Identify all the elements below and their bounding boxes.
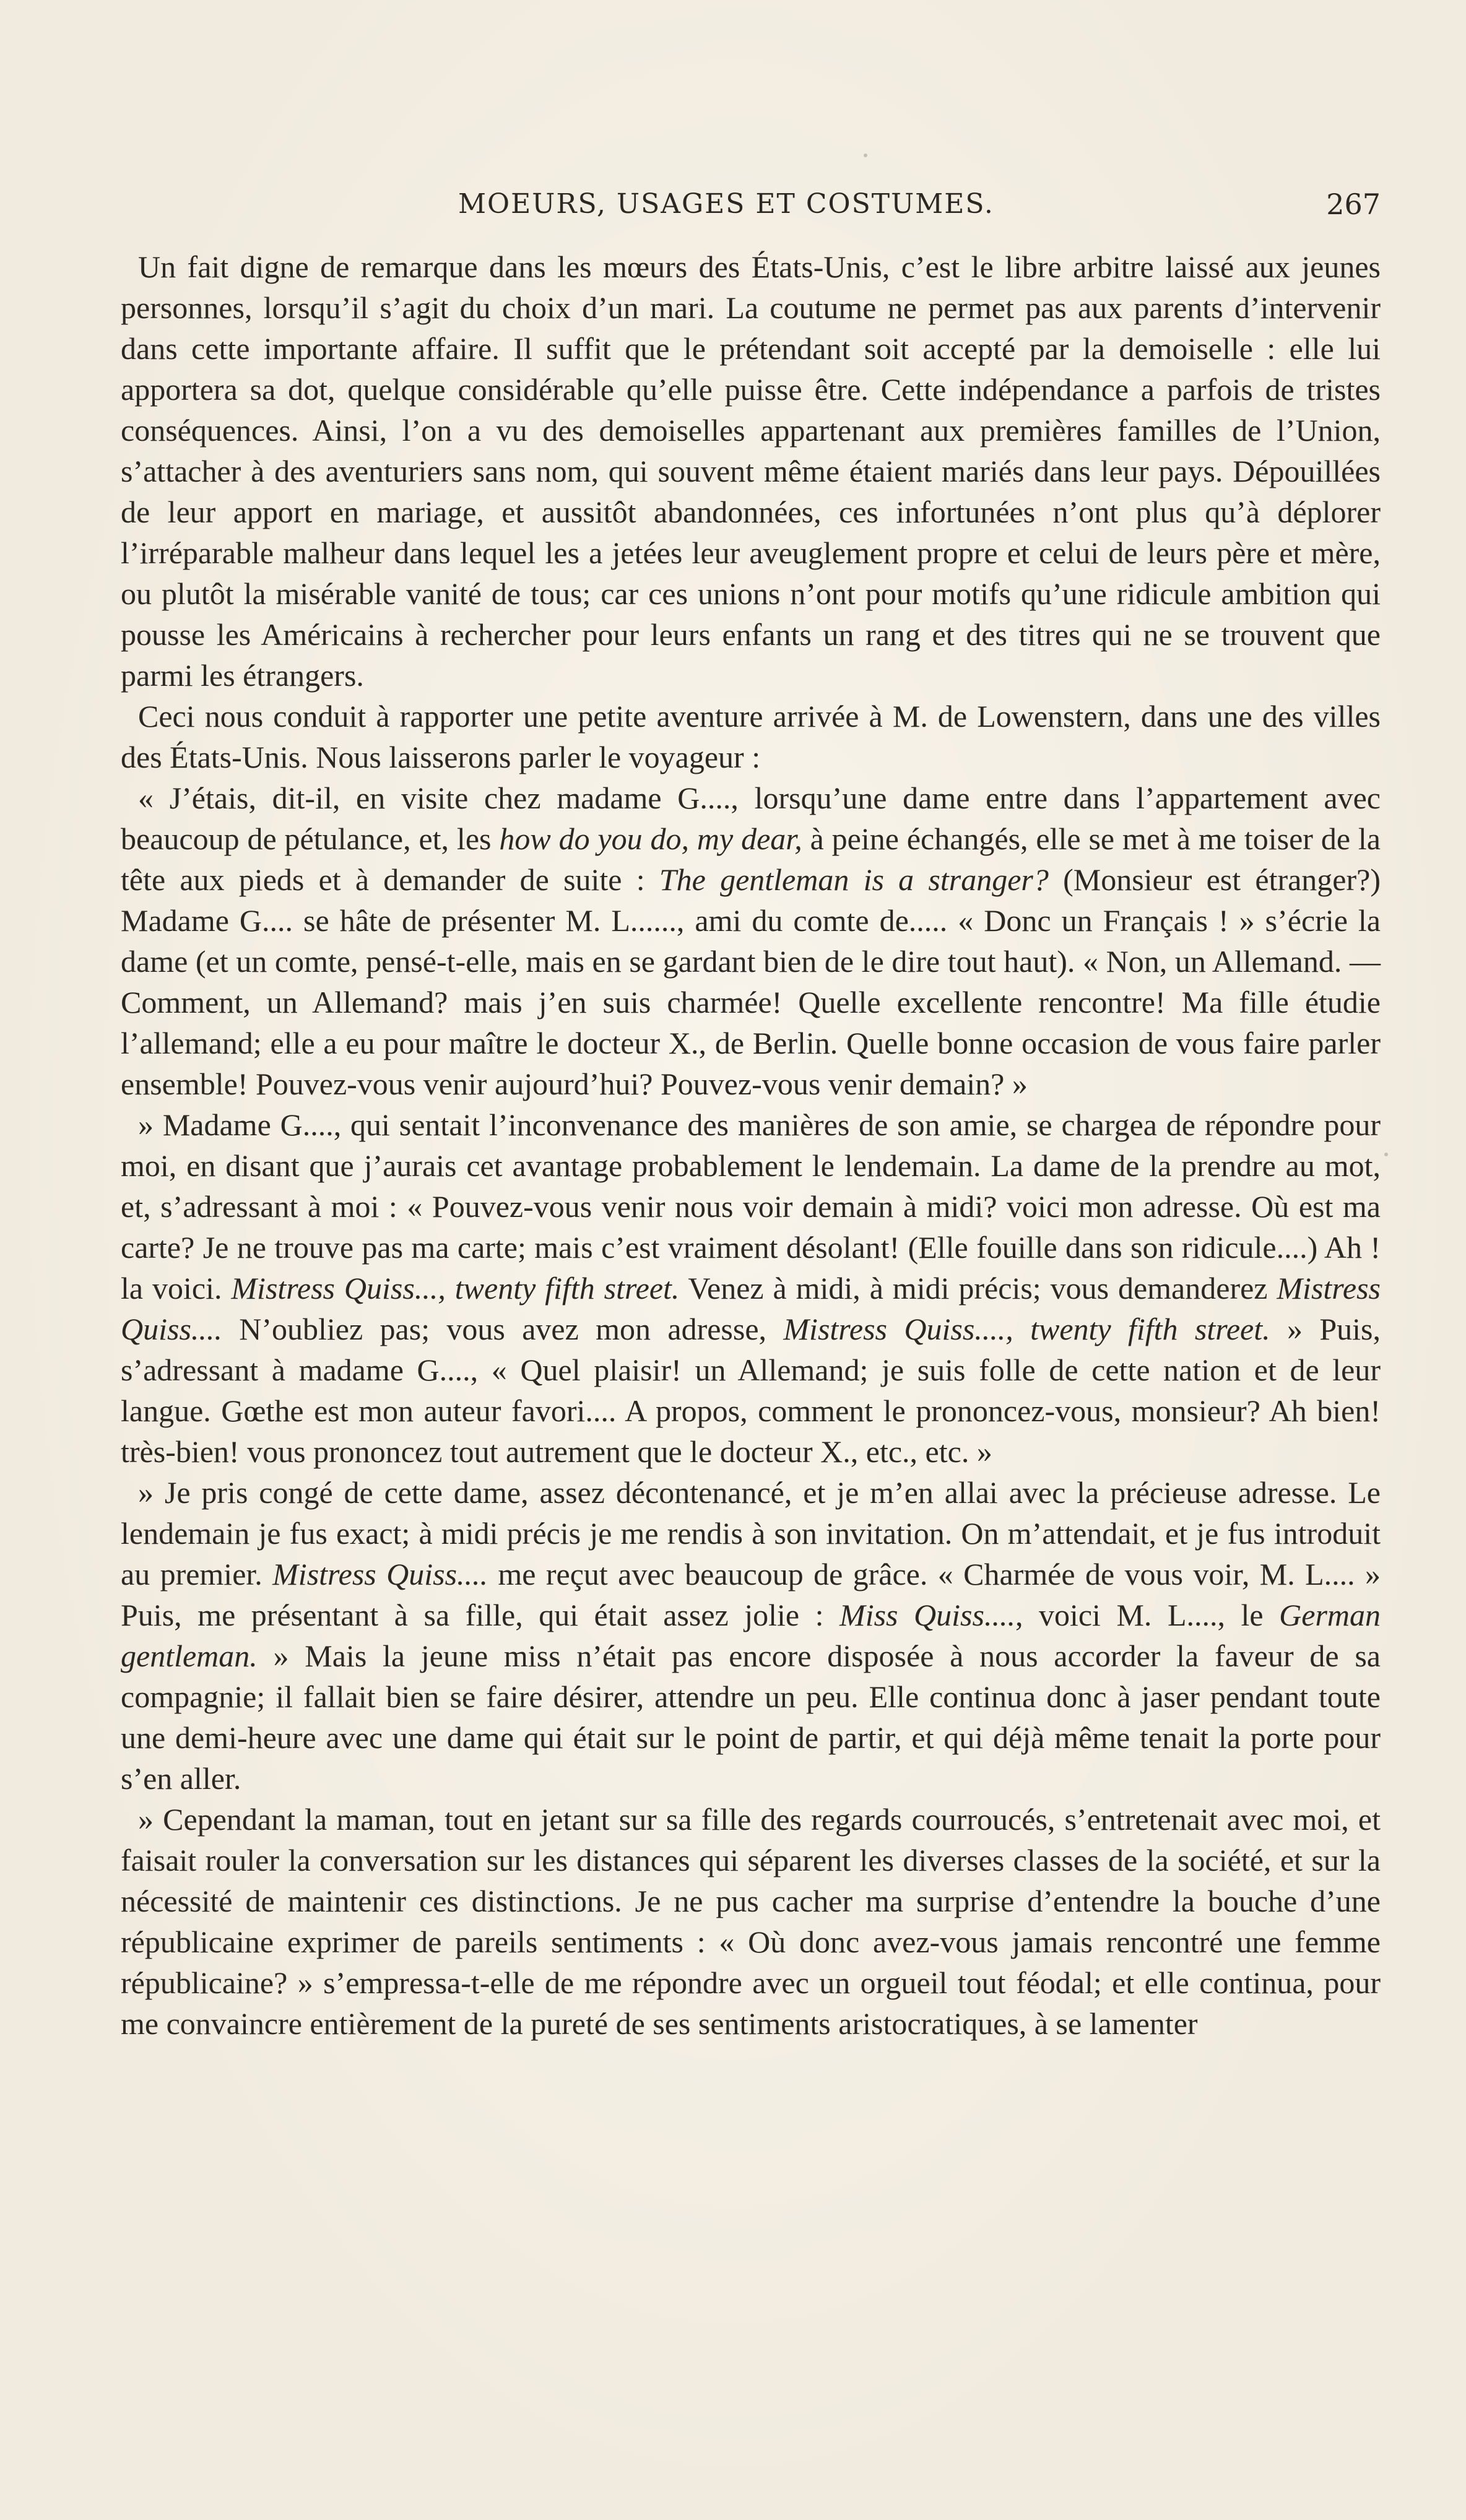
paper-fleck: [864, 154, 867, 157]
text-segment: J’étais, dit-il, en visite chez madame G...., lorsqu’une dame entre dans l’appartement avec beaucoup de pétulance, et, les: [121, 781, 1381, 856]
text-segment: N’oubliez pas; vous avez mon adresse,: [222, 1312, 784, 1346]
text-segment: Ceci nous conduit à rapporter une petite aventure arrivée à M. de Lowenstern, dans une des villes des États-Unis. Nous laisserons parler le voyageur :: [121, 699, 1381, 774]
paragraph: [121, 1799, 1381, 2044]
text-segment: (Monsieur est étranger?) Madame G.... se hâte de présenter M. L......, ami du comte de..... « Donc un Français ! » s’écrie la dame (et un comte, pensé-t-elle, mais en se gardant bien de le dire tout haut). « Non, un Allemand. — Comment, un Allemand? mais j’en suis charmée! Quelle excellente rencontre! Ma fille étudie l’allemand; elle a eu pour maître le docteur X., de Berlin. Quelle bonne occasion de vous faire parler ensemble! Pouvez-vous venir aujourd’hui? Pouvez-vous venir demain? »: [121, 862, 1381, 1101]
text-segment: Madame G...., qui sentait l’inconvenance des manières de son amie, se chargea de répondre pour moi, en disant que j’aurais cet avantage probablement le lendemain. La dame de la prendre au mot, et, s’adressant à moi : « Pouvez-vous venir nous voir demain à midi? voici mon adresse. Où est ma carte? Je ne trouve pas ma carte; mais c’est vraiment désolant! (Elle fouille dans son ridicule....) Ah ! la voici.: [121, 1107, 1381, 1305]
italic-text-segment: Miss Quiss....: [839, 1598, 1015, 1632]
italic-text-segment: The gentleman is a stranger?: [659, 862, 1049, 897]
text-segment: Venez à midi, à midi précis; vous demanderez: [679, 1271, 1277, 1305]
text-segment: » Mais la jeune miss n’était pas encore disposée à nous accorder la faveur de sa compagnie; il fallait bien se faire désirer, attendre un peu. Elle continua donc à jaser pendant toute une demi-heure avec une dame qui était sur le point de partir, et qui déjà même tenait la porte pour s’en aller.: [121, 1639, 1381, 1796]
text-segment: me reçut avec beaucoup de grâce. « Charmée de vous voir, M. L.... » Puis, me présentant à sa fille, qui était assez jolie :: [121, 1557, 1381, 1632]
text-segment: Cependant la maman, tout en jetant sur sa fille des regards courroucés, s’entretenait avec moi, et faisait rouler la conversation sur les distances qui séparent les diverses classes de la société, et sur la nécessité de maintenir ces distinctions. Je ne pus cacher ma surprise d’entendre la bouche d’une républicaine exprimer de pareils sentiments : « Où donc avez-vous jamais rencontré une femme républicaine? » s’empressa-t-elle de me répondre avec un orgueil tout féodal; et elle continua, pour me convaincre entièrement de la pureté de ses sentiments aristocratiques, à se lamenter: [121, 1802, 1381, 2041]
italic-text-segment: Mistress Quiss....: [272, 1557, 488, 1591]
italic-text-segment: how do you do, my dear,: [499, 821, 802, 856]
paragraph-lead-mark: «: [138, 781, 170, 815]
paragraph: [121, 696, 1381, 777]
paragraph: [121, 1104, 1381, 1472]
text-segment: , voici M. L...., le: [1015, 1598, 1280, 1632]
body-text: [121, 246, 1381, 2044]
page-number: 267: [1326, 188, 1381, 221]
text-segment: Je pris congé de cette dame, assez décontenancé, et je m’en allai avec la précieuse adresse. Le lendemain je fus exact; à midi précis je me rendis à son invitation. On m’attendait, et je fus introduit au premier.: [121, 1475, 1381, 1591]
italic-text-segment: Mistress Quiss...., twenty fifth street.: [783, 1312, 1270, 1346]
text-segment: » Puis, s’adressant à madame G...., « Quel plaisir! un Allemand; je suis folle de cette nation et de leur langue. Gœthe est mon auteur favori.... A propos, comment le prononcez-vous, monsieur? Ah bien! très-bien! vous prononcez tout autrement que le docteur X., etc., etc. »: [121, 1312, 1381, 1469]
text-segment: Un fait digne de remarque dans les mœurs des États-Unis, c’est le libre arbitre laissé aux jeunes personnes, lorsqu’il s’agit du choix d’un mari. La coutume ne permet pas aux parents d’intervenir dans cette importante affaire. Il suffit que le prétendant soit accepté par la demoiselle : elle lui apportera sa dot, quelque considérable qu’elle puisse être. Cette indépendance a parfois de tristes conséquences. Ainsi, l’on a vu des demoiselles appartenant aux premières familles de l’Union, s’attacher à des aventuriers sans nom, qui souvent même étaient mariés dans leur pays. Dépouillées de leur apport en mariage, et aussitôt abandonnées, ces infortunées n’ont plus qu’à déplorer l’irréparable malheur dans lequel les a jetées leur aveuglement propre et celui de leurs père et mère, ou plutôt la misérable vanité de tous; car ces unions n’ont pour motifs qu’une ridicule ambition qui pousse les Américains à rechercher pour leurs enfants un rang et des titres qui ne se trouvent que parmi les étrangers.: [121, 249, 1381, 693]
paragraph: [121, 246, 1381, 696]
paragraph: [121, 777, 1381, 1104]
paragraph-lead-mark: »: [138, 1475, 165, 1510]
italic-text-segment: Mistress Quiss..., twenty fifth street.: [231, 1271, 680, 1305]
running-title: MOEURS, USAGES ET COSTUMES.: [458, 188, 994, 220]
italic-text-segment: German gentleman.: [121, 1598, 1381, 1673]
italic-text-segment: Mistress Quiss....: [121, 1271, 1381, 1346]
paragraph-lead-mark: »: [138, 1802, 163, 1837]
page-header: [121, 180, 1381, 229]
text-segment: à peine échangés, elle se met à me toiser de la tête aux pieds et à demander de suite :: [121, 821, 1381, 897]
paragraph-lead-mark: »: [138, 1107, 163, 1142]
paragraph: [121, 1472, 1381, 1799]
paper-fleck: [1384, 1153, 1388, 1156]
